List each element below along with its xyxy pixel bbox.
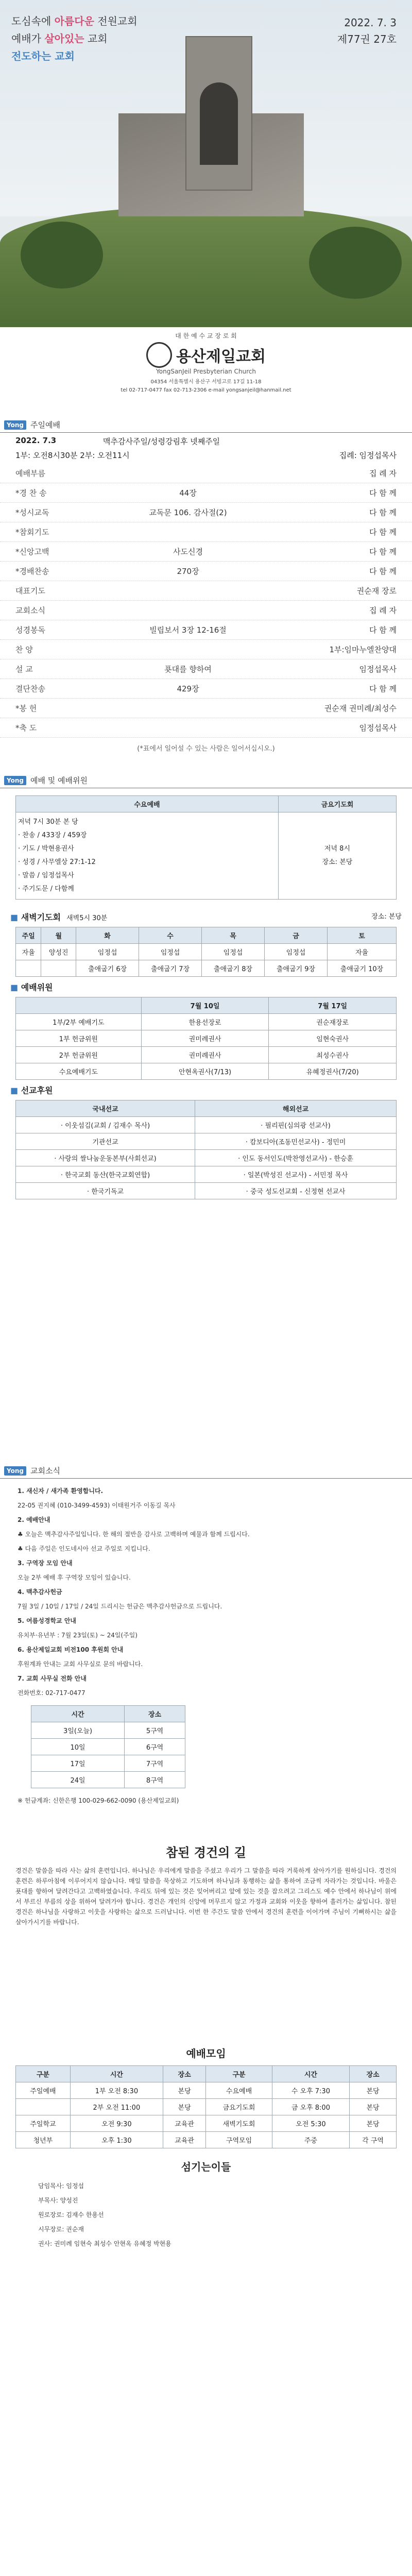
- mission-heading: ■ 선교후원: [0, 1080, 412, 1100]
- table-row: [16, 2115, 397, 2132]
- wednesday-line: 저녁 7시 30분 본 당: [18, 818, 78, 826]
- wednesday-line: · 성경 / 사무엘상 27:1-12: [18, 858, 96, 866]
- table-cell: 주일예배: [16, 2082, 71, 2099]
- table-cell: 금 오후 8:00: [272, 2099, 349, 2115]
- worship-date-line: [0, 433, 412, 450]
- table-cell: 5구역: [125, 1722, 185, 1739]
- table-header-cell: [16, 997, 142, 1014]
- schedule-title: 예배모임: [186, 2047, 226, 2060]
- table-row: [16, 1063, 397, 1080]
- order-item: *축 도: [15, 723, 37, 733]
- slogan-text: 교회: [84, 32, 108, 45]
- news-section: [0, 1463, 412, 1808]
- table-cell: 임현숙권사: [269, 1030, 397, 1047]
- column-title: 참된 경건의 길: [166, 1845, 246, 1860]
- table-cell: 권미례권사: [141, 1030, 269, 1047]
- table-header-cell: 해외선교: [195, 1100, 397, 1117]
- order-person: 임정섭목사: [359, 665, 397, 674]
- table-row: [31, 1739, 185, 1755]
- table-cell: 출애굽기 10장: [328, 960, 397, 977]
- weekly-section: [0, 773, 412, 1199]
- table-cell: 출애굽기 8장: [202, 960, 265, 977]
- table-cell: 수 오후 7:30: [272, 2082, 349, 2099]
- table-cell: 1부/2부 예배기도: [16, 1014, 142, 1030]
- issue-info: [337, 14, 397, 47]
- denomination: 대 한 예 수 교 장 로 회: [175, 332, 237, 340]
- church-logo-block: [0, 327, 412, 412]
- sermon-section: [0, 1834, 412, 1933]
- table-row: [16, 1150, 397, 1166]
- church-name: 용산제일교회: [176, 348, 266, 366]
- dawn-prayer-heading: [0, 907, 412, 927]
- table-cell: · 중국 성도선교회 - 신정현 선교사: [195, 1183, 397, 1199]
- church-seal-icon: [146, 342, 172, 368]
- table-cell: 권미례권사: [141, 1047, 269, 1063]
- table-cell: 기관선교: [16, 1133, 195, 1150]
- table-cell: [16, 2099, 71, 2115]
- order-detail: 푯대를 향하여: [164, 665, 212, 674]
- table-cell: 1부 헌금위원: [16, 1030, 142, 1047]
- table-row: [16, 1133, 397, 1150]
- order-person: 1부:임마누엘찬양대: [329, 645, 397, 654]
- tree-illustration: [21, 222, 103, 289]
- table-cell: 출애굽기 7장: [139, 960, 202, 977]
- table-cell: 오전 9:30: [70, 2115, 163, 2132]
- news-item: 오늘 2부 예배 후 구역장 모임이 있습니다.: [18, 1574, 131, 1581]
- table-header-cell: 월: [41, 927, 76, 944]
- duty-heading: ■ 예배위원: [0, 977, 412, 997]
- order-row: [0, 522, 412, 542]
- wednesday-line: · 기도 / 박현용권사: [18, 845, 74, 853]
- table-cell: 8구역: [125, 1772, 185, 1788]
- order-row: [0, 699, 412, 718]
- issue-number: 제77권 27호: [337, 33, 397, 45]
- table-cell: 양성진: [41, 944, 76, 960]
- order-person: 집 례 자: [369, 469, 397, 478]
- table-row: [16, 1166, 397, 1183]
- table-row: [16, 944, 397, 960]
- news-item: 22-05 권지혜 (010-3499-4593) 이태원거주 이동길 목사: [18, 1502, 176, 1509]
- friday-prayer-cell: [278, 812, 396, 900]
- table-cell: 오전 5:30: [272, 2115, 349, 2132]
- section-tag: Yong: [4, 1466, 26, 1476]
- news-item: 7월 3일 / 10일 / 17일 / 24일 드리시는 헌금은 맥추감사헌금으로 드립니다.: [18, 1603, 222, 1610]
- news-item: 7. 교회 사무실 전화 안내: [18, 1675, 87, 1682]
- staff-line: 권사: 권미례 임현숙 최성수 안현옥 유혜정 박현용: [38, 2240, 171, 2247]
- news-list: [0, 1479, 412, 1700]
- church-english-name: YongSanJeil Presbyterian Church: [156, 368, 256, 375]
- wednesday-line: · 찬송 / 433장 / 459장: [18, 832, 87, 839]
- news-item: 전화번호: 02-717-0477: [18, 1689, 85, 1697]
- order-row: [0, 601, 412, 620]
- table-header-cell: 화: [76, 927, 139, 944]
- order-detail: 429장: [177, 684, 199, 693]
- table-header-cell: 장소: [350, 2066, 397, 2082]
- news-item: ♣ 다음 주일은 인도네시아 선교 주일로 지킵니다.: [18, 1545, 150, 1552]
- order-item: 찬 양: [15, 645, 33, 654]
- order-person: 권순재 장로: [356, 586, 397, 596]
- stand-note: (*표에서 일어설 수 있는 사람은 일어서십시오.): [137, 745, 275, 753]
- table-header-row: [16, 997, 397, 1014]
- table-header-cell: 장소: [125, 1706, 185, 1722]
- table-header-cell: 7월 10일: [141, 997, 269, 1014]
- order-person: 권순재 권미례/최성수: [324, 704, 397, 713]
- column-body: 경건은 말씀을 따라 사는 삶의 훈련입니다. 하나님은 우리에게 말씀을 주셨고 우리가 그 말씀을 따라 거룩하게 살아가기를 원하십니다. 경건의 훈련은 하루아침에 이루어지지 않습니다. 매일 말씀을 묵상하고 기도하며 하나님과 동행하는 삶을 통하여 조금씩 자라가는 것입니다. 바울은 푯대를 향하여 달려간다고 고백하였습니다. 우리도 뒤에 있는 것은 잊어버리고 앞에 있는 것을 잡으려고 그리스도 예수 안에서 하나님이 위에서 부르신 부름의 상을 위하여 달려가야 합니다. 경건은 개인의 신앙에 머무르지 않고 가정과 교회와 이웃을 향하여 흘러가는 삶입니다. 참된 경건은 하나님을 사랑하고 이웃을 사랑하는 삶으로 드러납니다. 이번 한 주간도 말씀 안에서 경건의 훈련을 이어가며 주님이 기뻐하시는 삶을 살아가시기를 바랍니다.: [15, 1867, 397, 1926]
- table-cell: 6구역: [125, 1739, 185, 1755]
- table-header-row: [31, 1706, 185, 1722]
- table-cell: · 한국기독교: [16, 1183, 195, 1199]
- news-item: 유치부·유년부 : 7월 23일(토) ~ 24일(주일): [18, 1632, 138, 1639]
- table-cell: 구역모임: [206, 2132, 272, 2148]
- slogan-text: 예배가: [11, 32, 45, 45]
- table-header-cell: 목: [202, 927, 265, 944]
- order-item: 교회소식: [15, 606, 45, 615]
- table-cell: 자율: [328, 944, 397, 960]
- table-cell: · 인도 동서인도(박찬영선교사) - 한승훈: [195, 1150, 397, 1166]
- table-cell: 한용선장로: [141, 1014, 269, 1030]
- slogan-text: 전도하는 교회: [11, 50, 75, 62]
- table-cell: 자율: [16, 944, 41, 960]
- order-item: *경배찬송: [15, 567, 49, 576]
- order-of-worship: [0, 464, 412, 738]
- wednesday-service-header: 수요예배: [16, 796, 279, 812]
- table-cell: [41, 960, 76, 977]
- worship-leader: 집례: 임정섭목사: [339, 451, 397, 460]
- table-header-cell: 구분: [206, 2066, 272, 2082]
- table-cell: 안현옥권사(7/13): [141, 1063, 269, 1080]
- table-header-cell: 토: [328, 927, 397, 944]
- table-header-cell: 장소: [163, 2066, 205, 2082]
- table-row: [16, 1014, 397, 1030]
- table-cell: 출애굽기 6장: [76, 960, 139, 977]
- table-cell: 본당: [163, 2082, 205, 2099]
- staff-line: 원로장로: 김재수 한용선: [38, 2211, 104, 2218]
- order-detail: 270장: [177, 567, 199, 576]
- friday-line: 저녁 8시: [324, 845, 350, 853]
- table-header-cell: 구분: [16, 2066, 71, 2082]
- table-row: [31, 1722, 185, 1739]
- table-cell: 교육관: [163, 2115, 205, 2132]
- friday-prayer-header: 금요기도회: [278, 796, 396, 812]
- cover-slogan: [11, 12, 138, 65]
- table-cell: 1부 오전 8:30: [70, 2082, 163, 2099]
- news-item: 5. 여름성경학교 안내: [18, 1617, 77, 1624]
- table-cell: 주중: [272, 2132, 349, 2148]
- slogan-text: 도심속에: [11, 15, 55, 27]
- order-item: *참회기도: [15, 528, 49, 537]
- order-detail: 사도신경: [173, 547, 203, 556]
- table-header-row: [16, 1100, 397, 1117]
- slogan-highlight: 살아있는: [44, 32, 84, 45]
- order-person: 다 함 께: [369, 508, 397, 517]
- table-cell: 본당: [350, 2115, 397, 2132]
- order-row: [0, 718, 412, 738]
- order-detail: 빌립보서 3장 12-16절: [149, 625, 227, 635]
- table-cell: 임정섭: [202, 944, 265, 960]
- table-header-cell: 시간: [70, 2066, 163, 2082]
- wednesday-line: · 주기도문 / 다함께: [18, 885, 74, 893]
- issue-date: 2022. 7. 3: [344, 16, 397, 29]
- news-item: 6. 용산제일교회 비전100 후원회 안내: [18, 1646, 124, 1653]
- news-item: ♣ 오늘은 맥추감사주일입니다. 한 해의 절반을 감사로 고백하며 예물과 함께 드립시다.: [18, 1531, 250, 1538]
- table-cell: 최성수권사: [269, 1047, 397, 1063]
- worship-section: [0, 417, 412, 758]
- section-tag: Yong: [4, 420, 26, 430]
- order-person: 다 함 께: [369, 567, 397, 576]
- order-row: [0, 483, 412, 503]
- worship-time: 1부: 오전8시30분 2부: 오전11시: [15, 451, 130, 460]
- section-tag: Yong: [4, 776, 26, 785]
- order-item: *성시교독: [15, 508, 49, 517]
- table-header-cell: 수: [139, 927, 202, 944]
- order-row: [0, 562, 412, 581]
- table-cell: · 일본(박성진 선교사) - 서민정 목사: [195, 1166, 397, 1183]
- table-row: [16, 2099, 397, 2115]
- table-cell: 임정섭: [139, 944, 202, 960]
- table-row: [16, 1183, 397, 1199]
- table-cell: 오후 1:30: [70, 2132, 163, 2148]
- schedule-table: [15, 2065, 397, 2148]
- order-row: [0, 640, 412, 659]
- table-cell: 임정섭: [265, 944, 328, 960]
- table-cell: 교육관: [163, 2132, 205, 2148]
- table-header-cell: 금: [265, 927, 328, 944]
- table-row: [16, 2132, 397, 2148]
- order-row: [0, 620, 412, 640]
- worship-date: 2022. 7.3: [15, 436, 57, 445]
- order-detail: 교독문 106. 감사절(2): [149, 508, 227, 517]
- worship-theme: 맥추감사주일/성령강림후 넷째주일: [103, 437, 220, 446]
- table-header-cell: 시간: [272, 2066, 349, 2082]
- staff-title: 섬기는이들: [181, 2161, 231, 2173]
- table-cell: [16, 960, 41, 977]
- midweek-table: [15, 795, 397, 900]
- dawn-time: 새벽5시 30분: [66, 914, 108, 922]
- table-cell: 권순재장로: [269, 1014, 397, 1030]
- table-cell: 본당: [350, 2082, 397, 2099]
- section-title: 예배 및 예배위원: [30, 776, 88, 785]
- order-detail: 44장: [179, 488, 197, 498]
- church-contact: tel 02-717-0477 fax 02-713-2306 e-mail yongsanjeil@hanmail.net: [121, 387, 291, 393]
- church-address: 04354 서울특별시 용산구 서빙고로 17길 11-18: [150, 379, 262, 385]
- staff-line: 시무장로: 권순재: [38, 2226, 84, 2233]
- order-row: [0, 503, 412, 522]
- table-cell: 금요기도회: [206, 2099, 272, 2115]
- staff-line: 담임목사: 임정섭: [38, 2182, 84, 2190]
- group-schedule-table: [31, 1705, 185, 1788]
- church-arch: [200, 82, 238, 165]
- table-cell: 새벽기도회: [206, 2115, 272, 2132]
- table-header-cell: 국내선교: [16, 1100, 195, 1117]
- table-cell: · 필리핀(심의광 선교사): [195, 1117, 397, 1133]
- duty-table: [15, 997, 397, 1080]
- order-person: 다 함 께: [369, 547, 397, 556]
- order-person: 집 례 자: [369, 606, 397, 615]
- table-row: [31, 1755, 185, 1772]
- schedule-section: [0, 2040, 412, 2251]
- table-header-cell: 시간: [31, 1706, 125, 1722]
- table-row: [16, 1117, 397, 1133]
- section-title: 교회소식: [30, 1466, 60, 1476]
- table-cell: 24일: [31, 1772, 125, 1788]
- table-header-cell: 주일: [16, 927, 41, 944]
- order-item: 결단찬송: [15, 684, 45, 693]
- friday-line: 장소: 본당: [322, 858, 353, 866]
- wednesday-line: · 말씀 / 임정섭목사: [18, 872, 74, 879]
- wednesday-service-cell: [16, 812, 279, 900]
- order-item: 설 교: [15, 665, 33, 674]
- order-person: 다 함 께: [369, 684, 397, 693]
- table-cell: 유혜정권사(7/20): [269, 1063, 397, 1080]
- dawn-place: 장소: 본당: [371, 913, 402, 921]
- table-cell: 각 구역: [350, 2132, 397, 2148]
- table-cell: 수요예배: [206, 2082, 272, 2099]
- table-cell: 본당: [350, 2099, 397, 2115]
- order-row: [0, 659, 412, 679]
- worship-time-line: [0, 450, 412, 464]
- table-cell: 임정섭: [76, 944, 139, 960]
- table-cell: 수요예배기도: [16, 1063, 142, 1080]
- order-person: 다 함 께: [369, 488, 397, 498]
- order-item: *봉 헌: [15, 704, 37, 713]
- table-cell: 7구역: [125, 1755, 185, 1772]
- dawn-prayer-table: [15, 927, 397, 977]
- table-row: [16, 2082, 397, 2099]
- order-item: *신앙고백: [15, 547, 49, 556]
- news-item: 2. 예배안내: [18, 1516, 50, 1523]
- table-row: [31, 1772, 185, 1788]
- table-header-row: [16, 927, 397, 944]
- news-item: 후원계좌 안내는 교회 사무실로 문의 바랍니다.: [18, 1660, 143, 1668]
- church-illustration: [118, 36, 304, 278]
- mission-table: [15, 1100, 397, 1199]
- order-person: 다 함 께: [369, 528, 397, 537]
- table-row: [16, 1047, 397, 1063]
- table-cell: 10일: [31, 1739, 125, 1755]
- dawn-title: 새벽기도회: [21, 912, 61, 922]
- table-cell: 2부 오전 11:00: [70, 2099, 163, 2115]
- order-item: *경 찬 송: [15, 488, 47, 498]
- order-item: 대표기도: [15, 586, 45, 596]
- table-cell: · 사랑의 쌀나눔운동본부(사회선교): [16, 1150, 195, 1166]
- order-row: [0, 464, 412, 483]
- table-row: [16, 960, 397, 977]
- tree-illustration: [309, 227, 402, 299]
- table-cell: 17일: [31, 1755, 125, 1772]
- order-person: 다 함 께: [369, 625, 397, 635]
- table-cell: 2부 헌금위원: [16, 1047, 142, 1063]
- table-cell: · 이웃섬김(교회 / 김재수 목사): [16, 1117, 195, 1133]
- cover: [0, 0, 412, 412]
- news-item: 3. 구역장 모임 안내: [18, 1560, 73, 1567]
- section-title: 주일예배: [30, 420, 60, 430]
- slogan-highlight: 아름다운: [54, 15, 94, 27]
- table-cell: 출애굽기 9장: [265, 960, 328, 977]
- order-item: 예배부름: [15, 469, 45, 478]
- table-cell: · 캄보디아(조동민선교사) - 정민미: [195, 1133, 397, 1150]
- order-row: [0, 679, 412, 699]
- order-item: 성경봉독: [15, 625, 45, 635]
- news-item: 1. 새신자 / 새가족 환영합니다.: [18, 1487, 104, 1495]
- order-row: [0, 542, 412, 562]
- table-cell: · 한국교회 동산(한국교회연합): [16, 1166, 195, 1183]
- table-cell: 청년부: [16, 2132, 71, 2148]
- slogan-text: 전원교회: [94, 15, 138, 27]
- order-person: 임정섭목사: [359, 723, 397, 733]
- table-cell: 주일학교: [16, 2115, 71, 2132]
- staff-list: [0, 2179, 412, 2251]
- table-cell: 본당: [163, 2099, 205, 2115]
- order-row: [0, 581, 412, 601]
- staff-line: 부목사: 양성진: [38, 2197, 78, 2204]
- offering-account: ※ 헌금계좌: 신한은행 100-029-662-0090 (용산제일교회): [18, 1797, 179, 1804]
- news-item: 4. 맥추감사헌금: [18, 1588, 62, 1596]
- table-row: [16, 1030, 397, 1047]
- table-header-row: [16, 2066, 397, 2082]
- table-cell: 3일(오늘): [31, 1722, 125, 1739]
- table-header-cell: 7월 17일: [269, 997, 397, 1014]
